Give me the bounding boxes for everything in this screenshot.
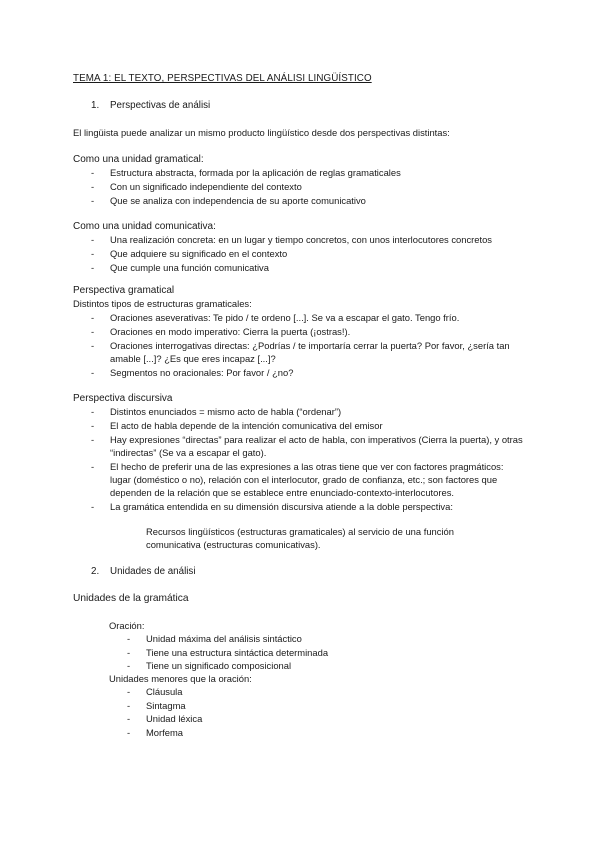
list-item: - Con un significado independiente del contexto [91, 180, 531, 193]
list-item: - Tiene una estructura sintáctica determinada [127, 646, 427, 659]
list-item: - Que cumple una función comunicativa [91, 261, 531, 274]
list-item: - Tiene un significado composicional [127, 659, 427, 672]
list-item: - Oraciones interrogativas directas: ¿Podrías / te importaría cerrar la puerta? Por favor, ¿sería tan amable [...]? ¿Es que eres incapaz [...]? [91, 339, 526, 365]
list-item: - Estructura abstracta, formada por la aplicación de reglas gramaticales [91, 166, 531, 179]
list-item: - Morfema [127, 726, 427, 739]
perspectiva-gramatical-heading: Perspectiva gramatical [73, 285, 175, 296]
menores-label: Unidades menores que la oración: [109, 673, 252, 684]
list-item: - Oraciones en modo imperativo: Cierra la puerta (¡ostras!). [91, 325, 526, 338]
section-label: Unidades de análisi [110, 566, 196, 577]
list-item: - Segmentos no oracionales: Por favor / ¿no? [91, 366, 526, 379]
perspectiva-discursiva-list [91, 405, 526, 514]
list-item: - Cláusula [127, 685, 427, 698]
list-item: - Que se analiza con independencia de su aporte comunicativo [91, 194, 531, 207]
list-item: - Distintos enunciados = mismo acto de habla (“ordenar”) [91, 405, 526, 418]
indented-paragraph: Recursos lingüísticos (estructuras gramaticales) al servicio de una función comunicativa (estructuras comunicativas). [146, 526, 454, 551]
list-item: - Unidad léxica [127, 712, 427, 725]
comunicativa-heading: Como una unidad comunicativa: [73, 221, 216, 232]
list-item: - La gramática entendida en su dimensión discursiva atiende a la doble perspectiva: [91, 500, 526, 513]
section-label: Perspectivas de análisi [110, 100, 211, 111]
list-item: - Unidad máxima del análisis sintáctico [127, 632, 427, 645]
perspectiva-gramatical-sub: Distintos tipos de estructuras gramaticales: [73, 298, 252, 309]
list-item: - Oraciones aseverativas: Te pido / te ordeno [...]. Se va a escapar el gato. Tengo frío. [91, 311, 526, 324]
oracion-list [127, 632, 427, 673]
list-item: - El acto de habla depende de la intención comunicativa del emisor [91, 419, 526, 432]
section-number: 1. [91, 100, 100, 111]
perspectiva-discursiva-heading: Perspectiva discursiva [73, 393, 173, 404]
section-heading-2 [91, 565, 196, 578]
section-heading-1 [91, 99, 210, 112]
menores-list [127, 685, 427, 740]
document-title: TEMA 1: EL TEXTO, PERSPECTIVAS DEL ANÁLISI LINGÜÍSTICO [73, 73, 372, 84]
list-item: - El hecho de preferir una de las expresiones a las otras tiene que ver con factores pragmáticos: lugar (doméstico o no), relación con el interlocutor, grado de confianza, etc.; son factores que dependen de la relación que se establece entre enunciado-contexto-interlocutores. [91, 460, 526, 500]
perspectiva-gramatical-list [91, 311, 526, 379]
gramatical-heading: Como una unidad gramatical: [73, 154, 204, 165]
list-item: - Que adquiere su significado en el contexto [91, 247, 531, 260]
list-item: - Sintagma [127, 699, 427, 712]
unidades-heading: Unidades de la gramática [73, 593, 189, 604]
gramatical-list [91, 166, 531, 207]
intro-paragraph: El lingüista puede analizar un mismo producto lingüístico desde dos perspectivas distintas: [73, 127, 450, 138]
list-item: - Una realización concreta: en un lugar y tiempo concretos, con unos interlocutores concretos [91, 233, 531, 246]
list-item: - Hay expresiones “directas” para realizar el acto de habla, con imperativos (Cierra la puerta), y otras “indirectas” (Se va a escapar el gato). [91, 433, 526, 459]
comunicativa-list [91, 233, 531, 274]
oracion-label: Oración: [109, 620, 145, 631]
section-number: 2. [91, 566, 100, 577]
